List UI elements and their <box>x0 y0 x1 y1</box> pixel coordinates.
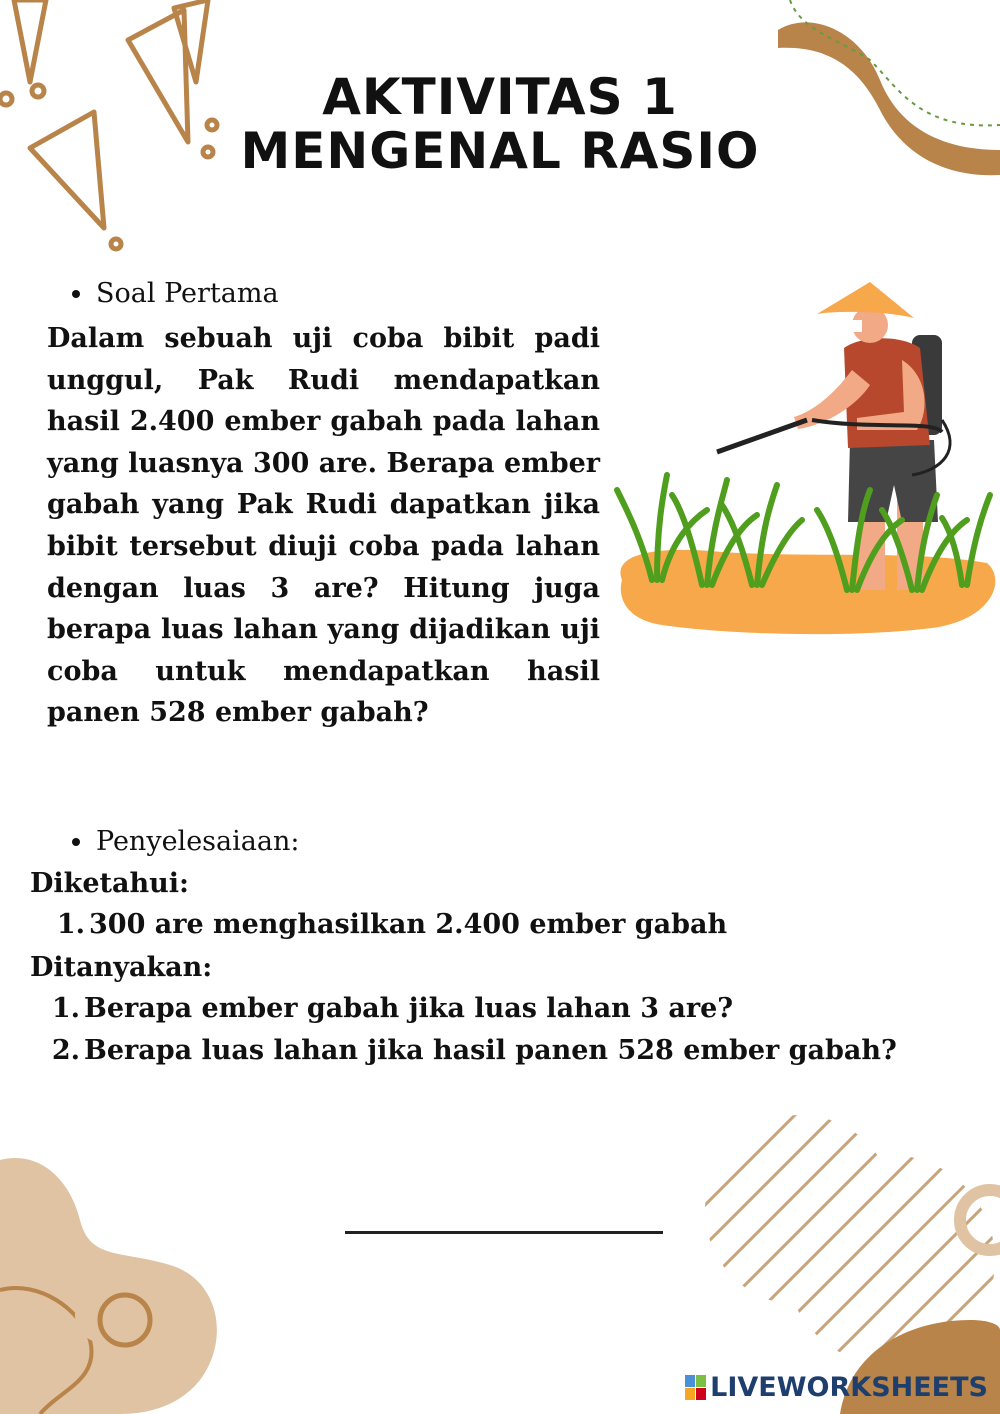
list-item-text: Berapa ember gabah jika luas lahan 3 are? <box>84 993 734 1024</box>
list-item-number: 1. <box>56 909 85 940</box>
brand-text: LIVEWORKSHEETS <box>710 1372 988 1403</box>
decorative-stripes <box>690 1110 1000 1414</box>
farmer-illustration <box>612 280 1000 640</box>
question-heading-text: Soal Pertama <box>96 278 279 309</box>
asked-list <box>50 988 897 1072</box>
question-text: Dalam sebuah uji coba bibit padi unggul, Pak Rudi mendapatkan hasil 2.400 ember gabah pada lahan yang luasnya 300 are. Berapa ember gabah yang Pak Rudi dapatkan jika bibit tersebut diuji coba pada lahan dengan luas 3 are? Hitung juga berapa luas lahan yang dijadikan uji coba untuk mendapatkan hasil panen 528 ember gabah? <box>47 323 600 729</box>
list-item-text: 300 are menghasilkan 2.400 ember gabah <box>89 909 728 940</box>
page-title <box>150 70 850 178</box>
solution-heading-text: Penyelesaiaan: <box>96 826 300 857</box>
list-item <box>50 1030 897 1072</box>
bullet-icon <box>72 838 80 846</box>
list-item-text: Berapa luas lahan jika hasil panen 528 ember gabah? <box>84 1035 897 1066</box>
title-line-1: AKTIVITAS 1 <box>322 68 678 126</box>
question-heading <box>72 277 279 311</box>
known-label: Diketahui: <box>30 868 190 899</box>
answer-input-line[interactable] <box>345 1231 663 1234</box>
bullet-icon <box>72 290 80 298</box>
liveworksheets-logo-icon <box>685 1375 707 1401</box>
asked-label: Ditanyakan: <box>30 952 213 983</box>
list-item-number: 2. <box>51 1035 80 1066</box>
solution-heading <box>72 825 299 859</box>
list-item <box>55 904 727 946</box>
known-list <box>55 904 727 946</box>
title-line-2: MENGENAL RASIO <box>240 122 760 180</box>
brand-logo[interactable] <box>685 1372 988 1403</box>
decorative-blob <box>0 1140 240 1414</box>
list-item <box>50 988 897 1030</box>
list-item-number: 1. <box>51 993 80 1024</box>
